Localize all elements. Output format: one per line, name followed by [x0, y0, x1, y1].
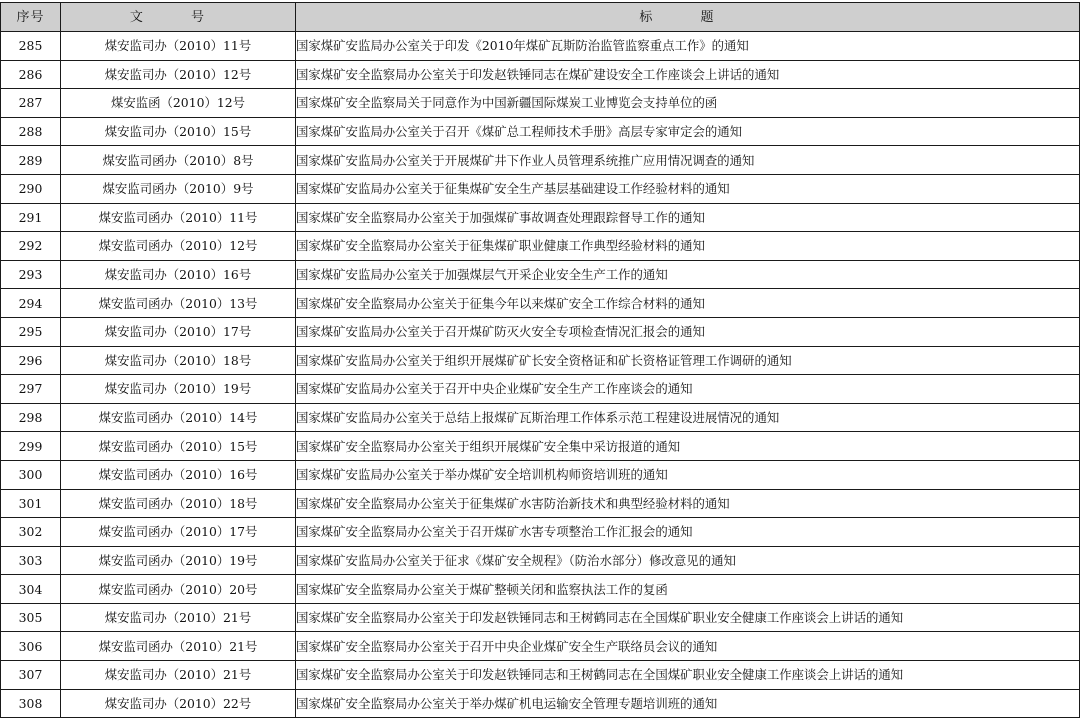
serial-number-cell: 303	[1, 546, 61, 575]
document-number-cell: 煤安监司办（2010）19号	[61, 375, 296, 404]
serial-number-cell: 286	[1, 60, 61, 89]
serial-number-cell: 307	[1, 661, 61, 690]
document-number-cell: 煤安监司函办（2010）15号	[61, 432, 296, 461]
table-row	[1, 661, 1080, 690]
serial-number-cell: 295	[1, 317, 61, 346]
table-row	[1, 575, 1080, 604]
table-row	[1, 603, 1080, 632]
serial-number-cell: 300	[1, 460, 61, 489]
document-table-wrapper	[0, 2, 1079, 718]
serial-number-cell: 297	[1, 375, 61, 404]
table-row	[1, 518, 1080, 547]
header-serial-number: 序号	[1, 3, 61, 32]
serial-number-cell: 293	[1, 260, 61, 289]
table-row	[1, 174, 1080, 203]
title-cell: 国家煤矿安全监察局办公室关于组织开展煤矿安全集中采访报道的通知	[296, 432, 1080, 461]
document-number-cell: 煤安监司办（2010）21号	[61, 661, 296, 690]
title-cell: 国家煤矿安全监察局办公室关于举办煤矿机电运输安全管理专题培训班的通知	[296, 689, 1080, 718]
title-cell: 国家煤矿安全监察局办公室关于印发赵铁锤同志和王树鹤同志在全国煤矿职业安全健康工作座谈会上讲话的通知	[296, 603, 1080, 632]
title-cell: 国家煤矿安监局办公室关于总结上报煤矿瓦斯治理工作体系示范工程建设进展情况的通知	[296, 403, 1080, 432]
title-cell: 国家煤矿安监局办公室关于开展煤矿井下作业人员管理系统推广应用情况调查的通知	[296, 146, 1080, 175]
title-cell: 国家煤矿安监局办公室关于征求《煤矿安全规程》（防治水部分）修改意见的通知	[296, 546, 1080, 575]
table-row	[1, 403, 1080, 432]
table-row	[1, 260, 1080, 289]
document-number-cell: 煤安监司函办（2010）20号	[61, 575, 296, 604]
title-cell: 国家煤矿安全监察局办公室关于征集今年以来煤矿安全工作综合材料的通知	[296, 289, 1080, 318]
table-body	[1, 32, 1080, 718]
table-row	[1, 232, 1080, 261]
table-row	[1, 375, 1080, 404]
table-row	[1, 489, 1080, 518]
serial-number-cell: 301	[1, 489, 61, 518]
title-cell: 国家煤矿安监局办公室关于举办煤矿安全培训机构师资培训班的通知	[296, 460, 1080, 489]
document-number-cell: 煤安监司函办（2010）11号	[61, 203, 296, 232]
table-row	[1, 632, 1080, 661]
serial-number-cell: 308	[1, 689, 61, 718]
serial-number-cell: 290	[1, 174, 61, 203]
serial-number-cell: 291	[1, 203, 61, 232]
title-cell: 国家煤矿安全监察局办公室关于召开煤矿水害专项整治工作汇报会的通知	[296, 518, 1080, 547]
title-cell: 国家煤矿安全监察局关于同意作为中国新疆国际煤炭工业博览会支持单位的函	[296, 89, 1080, 118]
title-cell: 国家煤矿安监局办公室关于召开《煤矿总工程师技术手册》高层专家审定会的通知	[296, 117, 1080, 146]
table-row	[1, 117, 1080, 146]
serial-number-cell: 305	[1, 603, 61, 632]
table-row	[1, 346, 1080, 375]
document-number-cell: 煤安监司函办（2010）13号	[61, 289, 296, 318]
title-cell: 国家煤矿安监局办公室关于组织开展煤矿矿长安全资格证和矿长资格证管理工作调研的通知	[296, 346, 1080, 375]
table-row	[1, 689, 1080, 718]
table-row	[1, 89, 1080, 118]
title-cell: 国家煤矿安全监察局办公室关于征集煤矿水害防治新技术和典型经验材料的通知	[296, 489, 1080, 518]
document-number-cell: 煤安监司函办（2010）12号	[61, 232, 296, 261]
document-number-cell: 煤安监司函办（2010）18号	[61, 489, 296, 518]
document-number-cell: 煤安监司函办（2010）17号	[61, 518, 296, 547]
serial-number-cell: 289	[1, 146, 61, 175]
document-number-cell: 煤安监司办（2010）11号	[61, 32, 296, 61]
header-title: 标 题	[296, 3, 1080, 32]
serial-number-cell: 306	[1, 632, 61, 661]
title-cell: 国家煤矿安全监察局办公室关于加强煤矿事故调查处理跟踪督导工作的通知	[296, 203, 1080, 232]
document-number-cell: 煤安监司函办（2010）14号	[61, 403, 296, 432]
document-number-cell: 煤安监司办（2010）17号	[61, 317, 296, 346]
table-row	[1, 60, 1080, 89]
title-cell: 国家煤矿安全监察局办公室关于煤矿整顿关闭和监察执法工作的复函	[296, 575, 1080, 604]
document-number-cell: 煤安监司办（2010）16号	[61, 260, 296, 289]
title-cell: 国家煤矿安全监察局办公室关于印发赵铁锤同志和王树鹤同志在全国煤矿职业安全健康工作座谈会上讲话的通知	[296, 661, 1080, 690]
title-cell: 国家煤矿安监局办公室关于加强煤层气开采企业安全生产工作的通知	[296, 260, 1080, 289]
table-row	[1, 289, 1080, 318]
document-number-cell: 煤安监司办（2010）21号	[61, 603, 296, 632]
document-number-cell: 煤安监司办（2010）18号	[61, 346, 296, 375]
serial-number-cell: 294	[1, 289, 61, 318]
serial-number-cell: 287	[1, 89, 61, 118]
document-list-table	[0, 2, 1080, 718]
table-row	[1, 146, 1080, 175]
document-number-cell: 煤安监司函办（2010）19号	[61, 546, 296, 575]
header-document-number: 文 号	[61, 3, 296, 32]
table-header-row	[1, 3, 1080, 32]
document-number-cell: 煤安监司办（2010）12号	[61, 60, 296, 89]
table-row	[1, 317, 1080, 346]
document-number-cell: 煤安监函（2010）12号	[61, 89, 296, 118]
serial-number-cell: 292	[1, 232, 61, 261]
serial-number-cell: 298	[1, 403, 61, 432]
title-cell: 国家煤矿安监局办公室关于印发《2010年煤矿瓦斯防治监管监察重点工作》的通知	[296, 32, 1080, 61]
document-number-cell: 煤安监司办（2010）15号	[61, 117, 296, 146]
document-number-cell: 煤安监司函办（2010）8号	[61, 146, 296, 175]
serial-number-cell: 304	[1, 575, 61, 604]
table-row	[1, 203, 1080, 232]
title-cell: 国家煤矿安全监察局办公室关于印发赵铁锤同志在煤矿建设安全工作座谈会上讲话的通知	[296, 60, 1080, 89]
serial-number-cell: 296	[1, 346, 61, 375]
table-row	[1, 432, 1080, 461]
serial-number-cell: 302	[1, 518, 61, 547]
serial-number-cell: 299	[1, 432, 61, 461]
title-cell: 国家煤矿安监局办公室关于征集煤矿安全生产基层基础建设工作经验材料的通知	[296, 174, 1080, 203]
title-cell: 国家煤矿安全监察局办公室关于征集煤矿职业健康工作典型经验材料的通知	[296, 232, 1080, 261]
serial-number-cell: 285	[1, 32, 61, 61]
title-cell: 国家煤矿安监局办公室关于召开中央企业煤矿安全生产工作座谈会的通知	[296, 375, 1080, 404]
title-cell: 国家煤矿安全监察局办公室关于召开中央企业煤矿安全生产联络员会议的通知	[296, 632, 1080, 661]
document-number-cell: 煤安监司函办（2010）21号	[61, 632, 296, 661]
table-row	[1, 32, 1080, 61]
document-number-cell: 煤安监司函办（2010）9号	[61, 174, 296, 203]
table-row	[1, 460, 1080, 489]
serial-number-cell: 288	[1, 117, 61, 146]
document-number-cell: 煤安监司函办（2010）16号	[61, 460, 296, 489]
table-row	[1, 546, 1080, 575]
document-number-cell: 煤安监司办（2010）22号	[61, 689, 296, 718]
title-cell: 国家煤矿安监局办公室关于召开煤矿防灭火安全专项检查情况汇报会的通知	[296, 317, 1080, 346]
